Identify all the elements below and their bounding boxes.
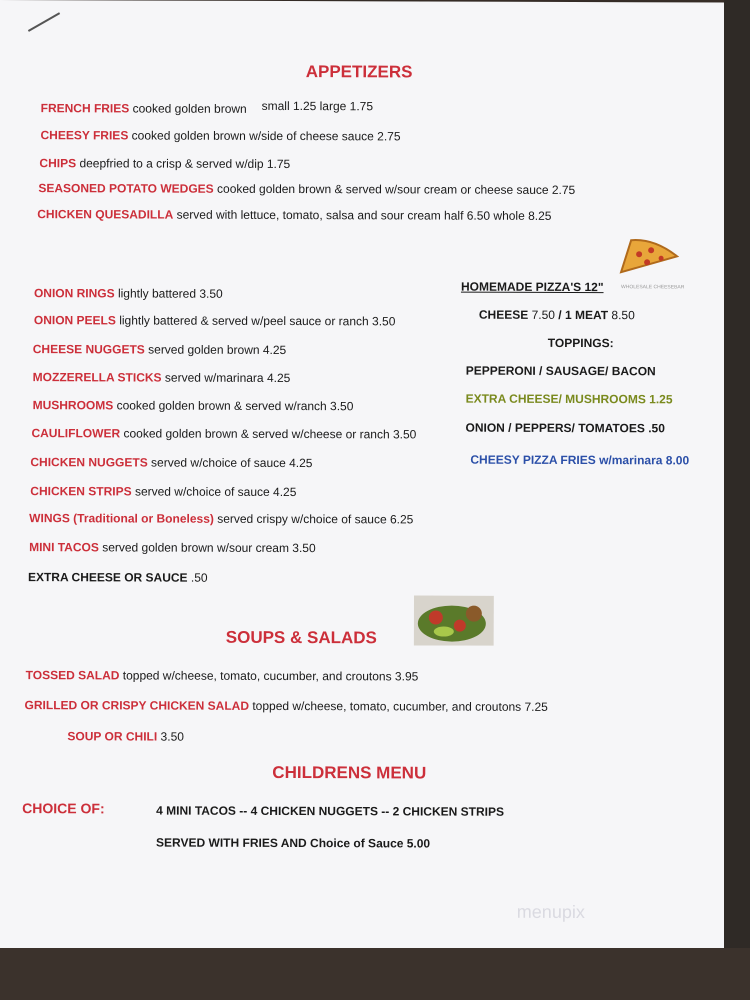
pizza-prices (479, 308, 635, 323)
served-line: SERVED WITH FRIES AND Choice of Sauce 5.00 (156, 835, 431, 851)
background-edge (724, 0, 750, 948)
item-name: ONION PEELS (33, 313, 116, 328)
menu-item (41, 101, 247, 116)
choice-items: 4 MINI TACOS -- 4 CHICKEN NUGGETS -- 2 CHICKEN STRIPS (156, 803, 505, 819)
appetizers-heading: APPETIZERS (305, 62, 413, 82)
menu-item (30, 455, 312, 470)
item-desc: served crispy w/choice of sauce 6.25 (217, 511, 414, 527)
salad-photo (414, 595, 494, 645)
menu-item (33, 342, 287, 357)
item-name: FRENCH FRIES (40, 101, 130, 116)
pen-mark (28, 12, 60, 32)
item-name: SOUP OR CHILI (67, 729, 158, 744)
pizza-small-note: WHOLESALE CHEESEBAR (620, 284, 685, 291)
menu-item (38, 181, 575, 197)
item-desc: served w/marinara 4.25 (164, 370, 291, 386)
toppings-label: TOPPINGS: (547, 335, 614, 351)
item-desc: cooked golden brown & served w/ranch 3.50 (116, 398, 354, 414)
meat-price: 8.50 (611, 308, 635, 323)
item-name: TOSSED SALAD (25, 668, 120, 683)
menu-item (33, 370, 291, 385)
menu-item (37, 207, 551, 223)
menu-item (30, 484, 296, 499)
choice-label: CHOICE OF: (22, 800, 105, 817)
item-desc: cooked golden brown & served w/cheese or ranch 3.50 (123, 426, 417, 442)
menu-item (33, 398, 354, 413)
menu-item (67, 729, 184, 743)
menu-item (25, 698, 548, 714)
item-desc: topped w/cheese, tomato, cucumber, and croutons 3.95 (122, 668, 419, 684)
item-name: WINGS (Traditional or Boneless) (29, 511, 214, 526)
cheese-label: CHEESE (478, 307, 529, 322)
item-desc: served w/choice of sauce 4.25 (151, 455, 313, 471)
menu-item (29, 540, 316, 555)
item-name: SEASONED POTATO WEDGES (38, 181, 214, 196)
cheese-price: 7.50 (531, 307, 555, 322)
childrens-heading: CHILDRENS MENU (272, 762, 427, 783)
item-name: MOZZERELLA STICKS (32, 370, 162, 385)
menu-item (31, 426, 416, 441)
item-name: ONION RINGS (33, 286, 115, 301)
item-desc: deepfried to a crisp & served w/dip 1.75 (79, 156, 291, 172)
menu-item (34, 286, 223, 301)
item-desc: served golden brown w/sour cream 3.50 (102, 540, 316, 556)
menu-item (29, 511, 413, 526)
item-name: GRILLED OR CRISPY CHICKEN SALAD (24, 698, 250, 713)
item-name: MUSHROOMS (32, 398, 114, 413)
item-desc: served w/choice of sauce 4.25 (134, 484, 297, 500)
topping-line-3: ONION / PEPPERS/ TOMATOES .50 (465, 420, 665, 436)
menu-item (41, 128, 401, 143)
item-desc: cooked golden brown (132, 101, 247, 116)
topping-line-1: PEPPERONI / SAUSAGE/ BACON (465, 363, 656, 379)
item-desc: lightly battered 3.50 (117, 286, 223, 301)
pizza-slice-icon (619, 236, 679, 274)
topping-line-2: EXTRA CHEESE/ MUSHROOMS 1.25 (465, 391, 673, 407)
pizza-heading: HOMEMADE PIZZA'S 12" (460, 279, 604, 295)
menu-item (39, 156, 290, 171)
menu-item (26, 668, 419, 683)
item-name: CHEESE NUGGETS (32, 342, 145, 357)
soups-heading: SOUPS & SALADS (225, 627, 377, 648)
extra-label: EXTRA CHEESE OR SAUCE (27, 570, 188, 585)
item-desc: served with lettuce, tomato, salsa and sour cream half 6.50 whole 8.25 (176, 207, 552, 223)
extra-cheese-line (28, 570, 208, 585)
menu-item (34, 313, 396, 328)
item-desc: topped w/cheese, tomato, cucumber, and croutons 7.25 (252, 698, 548, 714)
item-price: small 1.25 large 1.75 (261, 98, 374, 114)
item-name: CHIPS (39, 156, 77, 171)
watermark: menupix (516, 901, 585, 923)
item-desc: served golden brown 4.25 (148, 342, 287, 358)
item-name: CHICKEN NUGGETS (30, 455, 148, 470)
item-name: CHICKEN STRIPS (30, 484, 132, 499)
item-name: CAULIFLOWER (31, 426, 121, 441)
table-surface (0, 948, 750, 1000)
item-desc: lightly battered & served w/peel sauce or ranch 3.50 (119, 313, 396, 329)
item-name: CHICKEN QUESADILLA (37, 207, 174, 222)
extra-price: .50 (190, 570, 208, 585)
meat-label: / 1 MEAT (558, 307, 609, 323)
item-name: CHEESY FRIES (40, 128, 129, 143)
pizza-fries-line: CHEESY PIZZA FRIES w/marinara 8.00 (470, 452, 690, 468)
item-desc: cooked golden brown & served w/sour cream or cheese sauce 2.75 (217, 181, 576, 198)
item-desc: 3.50 (160, 729, 184, 744)
item-name: MINI TACOS (29, 540, 99, 555)
item-desc: cooked golden brown w/side of cheese sauce 2.75 (131, 128, 401, 144)
